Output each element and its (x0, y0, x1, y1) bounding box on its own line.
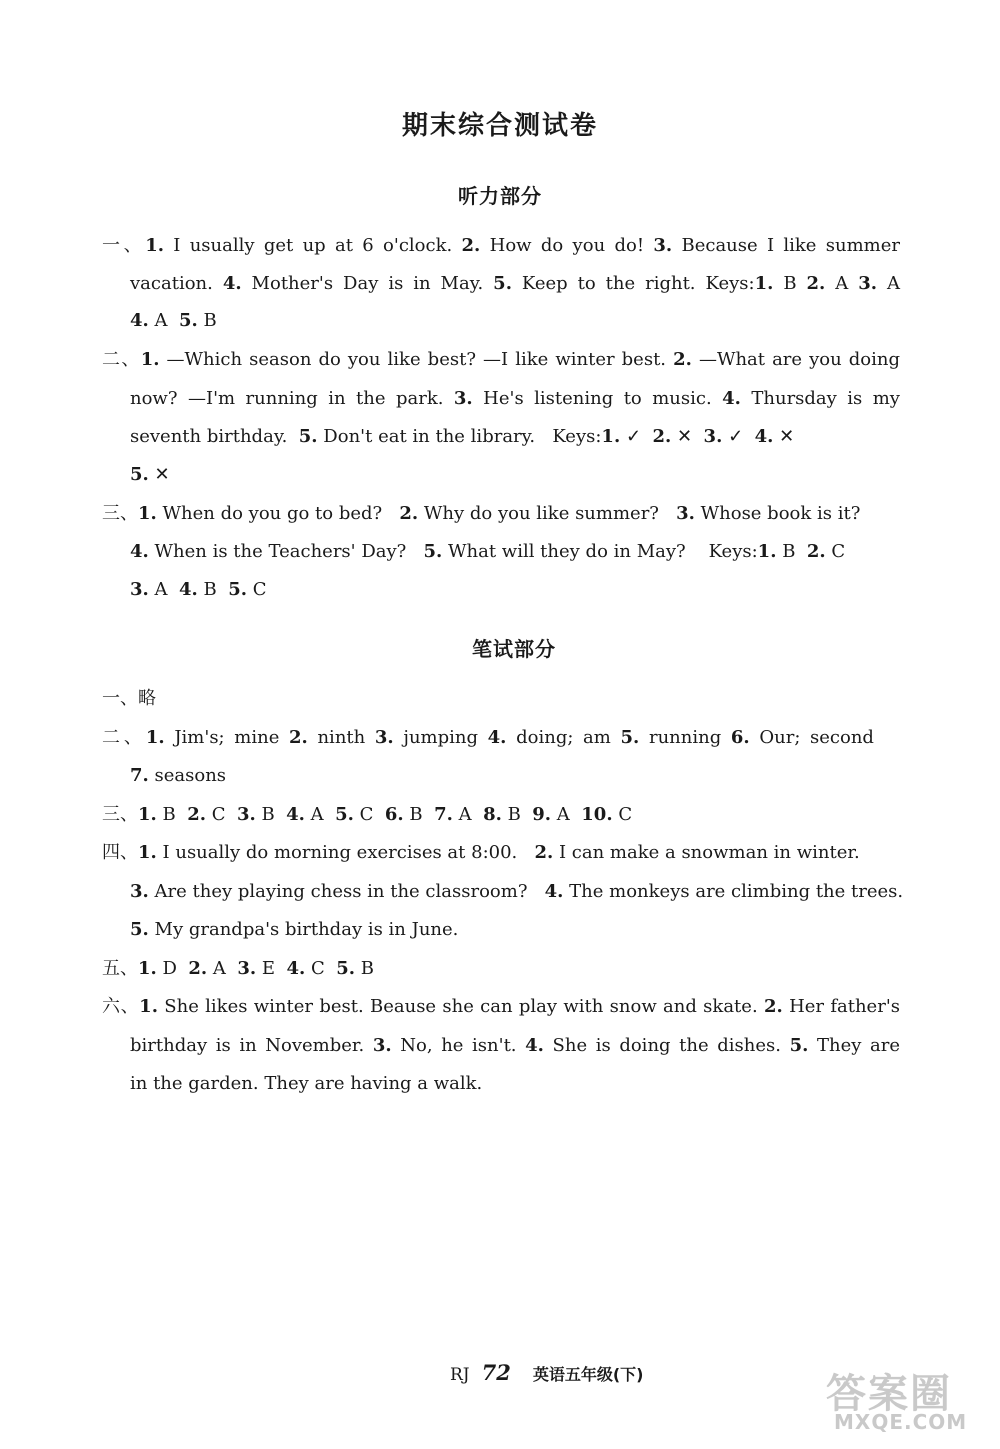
answer-line: 3. Are they playing chess in the classroom? 4. The monkeys are climbing the trees. (130, 881, 904, 902)
answer-line: 7. seasons (130, 765, 227, 786)
question-number: 五、 (102, 958, 138, 979)
question-number: 一、 (102, 235, 146, 256)
question-number: 六、 (102, 996, 140, 1017)
question-number: 一、 (102, 688, 138, 709)
page-footer (450, 1358, 644, 1388)
answer-line: 三、1. When do you go to bed? 2. Why do you like summer? 3. Whose book is it? (102, 503, 861, 524)
answer-line: 一、1. I usually get up at 6 o'clock. 2. How do you do! 3. Because I like summer (102, 235, 900, 256)
question-number: 二、 (102, 349, 141, 370)
answer-line: 六、1. She likes winter best. Beause she can play with snow and skate. 2. Her father's (102, 996, 901, 1017)
answer-line: 一、略 (102, 688, 156, 709)
page-number: 72 (481, 1360, 511, 1385)
page-title: 期末综合测试卷 (401, 111, 598, 141)
answer-line: seventh birthday. 5. Don't eat in the library. Keys:1. ✓ 2. ✕ 3. ✓ 4. ✕ (130, 426, 795, 447)
answer-line: 五、1. D 2. A 3. E 4. C 5. B (102, 958, 375, 979)
answer-line: 二、1. —Which season do you like best? —I like winter best. 2. —What are you doing (102, 349, 900, 370)
section-heading-written: 笔试部分 (472, 637, 556, 661)
question-number: 二、 (102, 727, 146, 748)
answer-line: 4. When is the Teachers' Day? 5. What will they do in May? Keys:1. B 2. C (130, 541, 846, 562)
book-title: 英语五年级(下) (532, 1365, 644, 1384)
answer-line: 四、1. I usually do morning exercises at 8:00. 2. I can make a snowman in winter. (102, 842, 860, 863)
answer-line: in the garden. They are having a walk. (130, 1073, 483, 1094)
answer-line: 4. A 5. B (130, 310, 217, 331)
answer-line: 5. My grandpa's birthday is in June. (130, 919, 459, 940)
section-heading-listening: 听力部分 (458, 184, 542, 208)
watermark-logo (820, 1362, 990, 1442)
answer-line: vacation. 4. Mother's Day is in May. 5. Keep to the right. Keys:1. B 2. A 3. A (130, 273, 900, 294)
answer-line: birthday is in November. 3. No, he isn't. 4. She is doing the dishes. 5. They are (130, 1035, 900, 1056)
watermark-text: 答案圈 (826, 1371, 952, 1417)
watermark-url: MXQE.COM (834, 1410, 968, 1434)
edition-label: RJ (450, 1365, 470, 1385)
question-number: 四、 (102, 842, 138, 863)
answer-line: 二、1. Jim's; mine 2. ninth 3. jumping 4. doing; am 5. running 6. Our; second (102, 727, 874, 748)
answer-line: now? —I'm running in the park. 3. He's listening to music. 4. Thursday is my (130, 388, 900, 409)
answer-line: 5. ✕ (130, 464, 170, 485)
question-number: 三、 (102, 804, 138, 825)
answer-line: 3. A 4. B 5. C (130, 579, 267, 600)
question-number: 三、 (102, 503, 138, 524)
answer-line: 三、1. B 2. C 3. B 4. A 5. C 6. B 7. A 8. B 9. A 10. C (102, 804, 633, 825)
